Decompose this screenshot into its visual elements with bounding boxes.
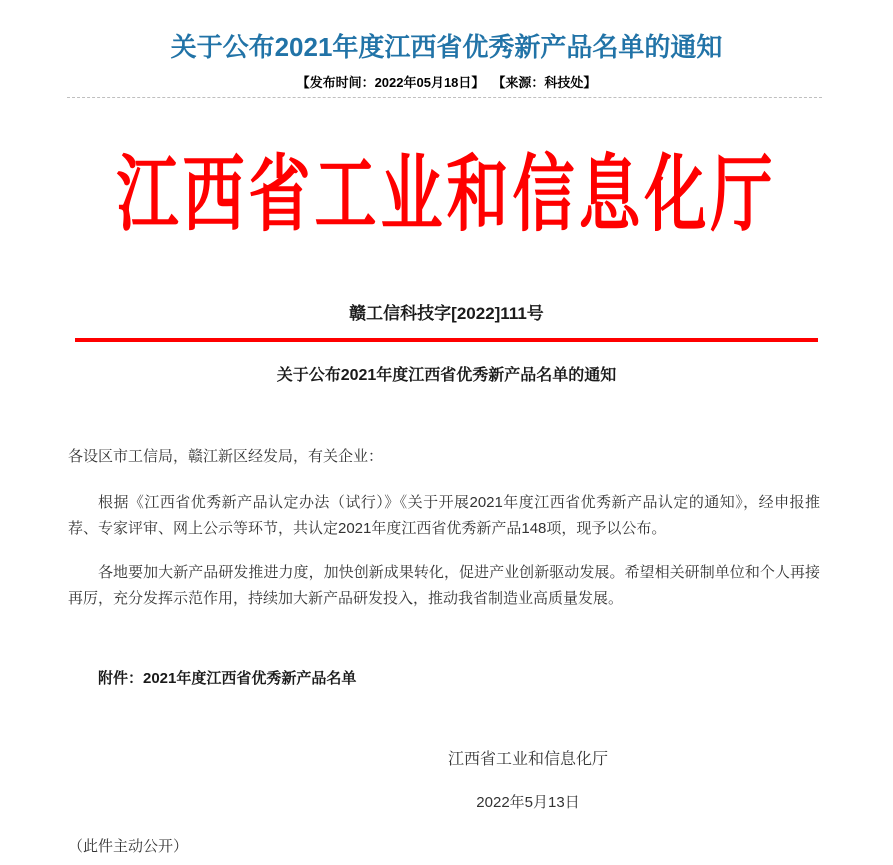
document-number: 赣工信科技字[2022]111号 bbox=[349, 304, 544, 323]
signature-date: 2022年5月13日 bbox=[476, 794, 580, 811]
document-title: 关于公布2021年度江西省优秀新产品名单的通知 bbox=[276, 367, 617, 384]
letterhead-text: 江西省工业和信息化厅 bbox=[116, 150, 777, 242]
body-paragraph-2: 各地要加大新产品研发推进力度，加快创新成果转化，促进产业创新驱动发展。希望相关研制单位和个人再接再厉，充分发挥示范作用，持续加大新产品研发投入，推动我省制造业高质量发展。 bbox=[68, 564, 820, 607]
dashed-divider bbox=[67, 97, 822, 98]
salutation-line: 各设区市工信局，赣江新区经发局，有关企业： bbox=[68, 448, 384, 465]
article-meta bbox=[0, 75, 893, 91]
page-title: 关于公布2021年度江西省优秀新产品名单的通知 bbox=[170, 32, 723, 62]
attachment-line: 附件：2021年度江西省优秀新产品名单 bbox=[98, 670, 357, 687]
publish-time-label: 【发布时间：2022年05月18日】 bbox=[296, 75, 485, 90]
publicity-note: （此件主动公开） bbox=[68, 838, 189, 855]
source-label: 【来源：科技处】 bbox=[492, 75, 597, 90]
red-letterhead bbox=[0, 150, 893, 242]
red-divider-line bbox=[75, 338, 818, 342]
signature-org: 江西省工业和信息化厅 bbox=[447, 751, 608, 768]
body-paragraph-1: 根据《江西省优秀新产品认定办法（试行）》《关于开展2021年度江西省优秀新产品认定的通知》，经申报推荐、专家评审、网上公示等环节，共认定2021年度江西省优秀新产品148项，现予以公布。 bbox=[68, 494, 820, 537]
